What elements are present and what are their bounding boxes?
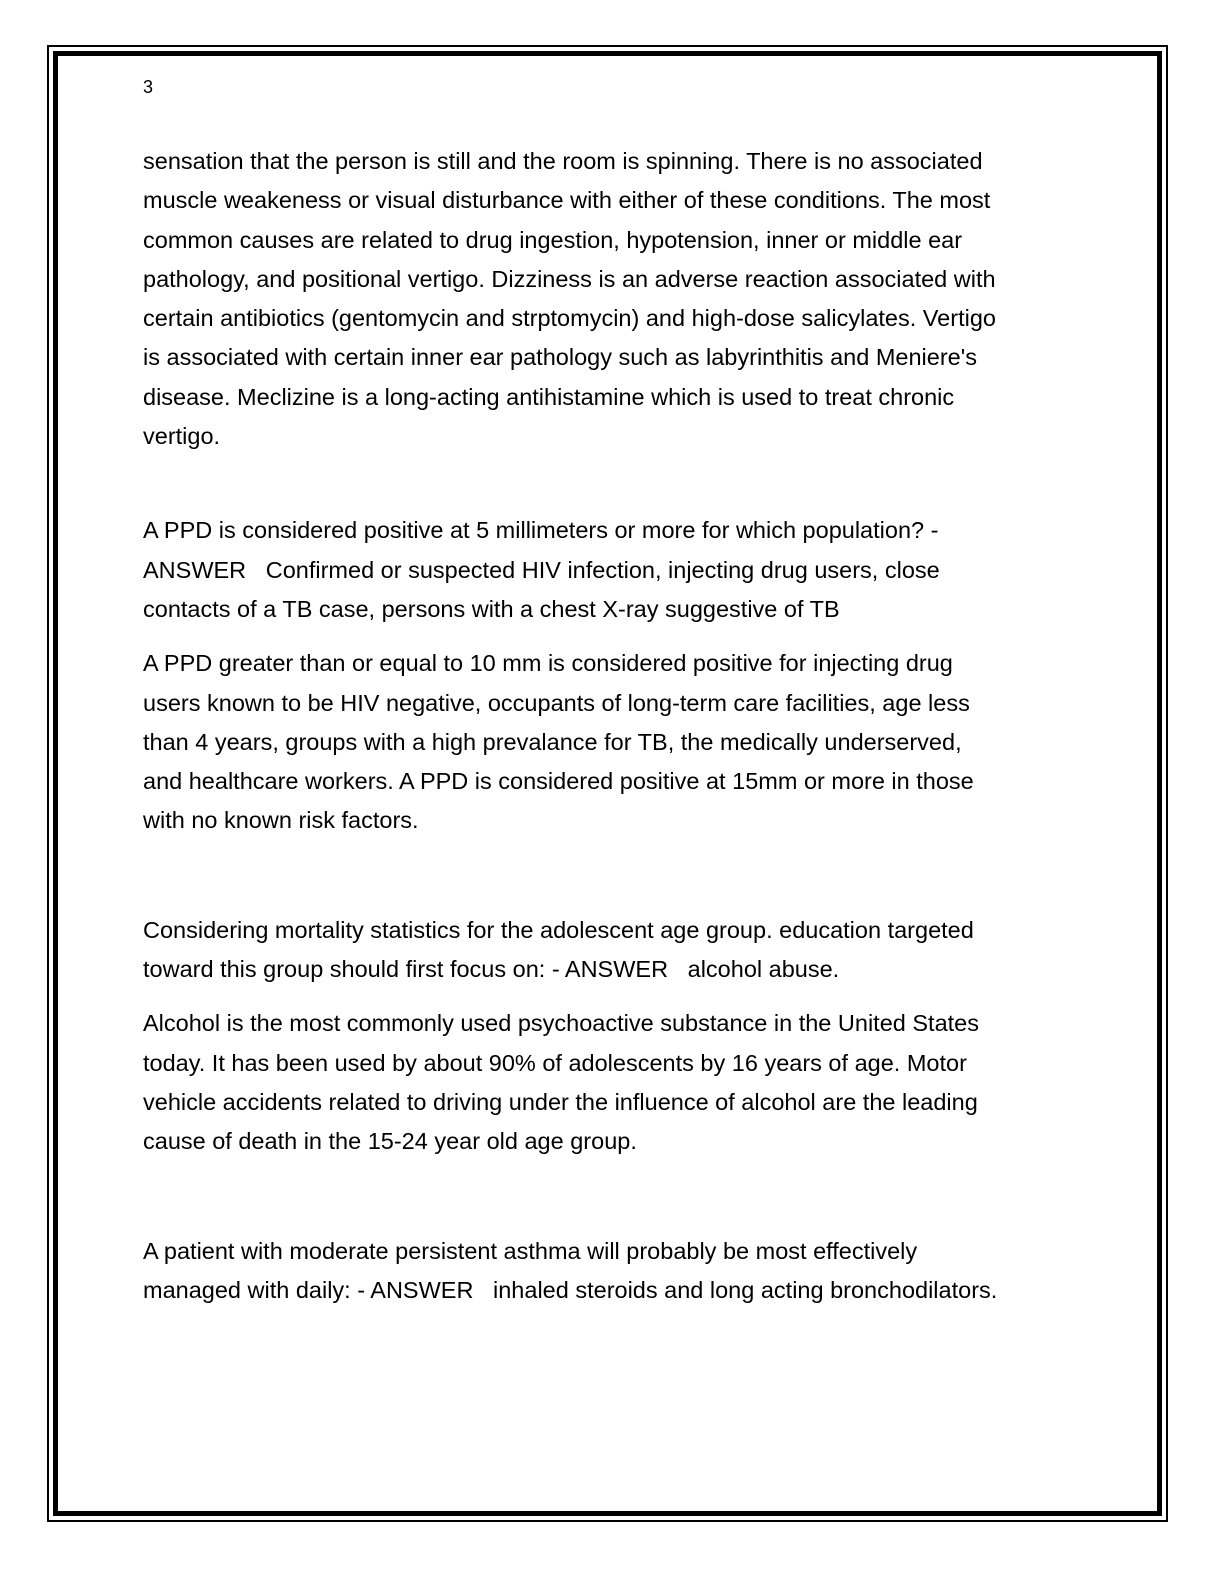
text-line: A patient with moderate persistent asthma will probably be most effectively — [143, 1237, 918, 1264]
paragraph-vertigo-explanation — [143, 142, 1103, 456]
text-line: vertigo. — [143, 423, 221, 450]
text-line: sensation that the person is still and the room is spinning. There is no associated — [143, 148, 983, 174]
text-line: contacts of a TB case, persons with a chest X-ray suggestive of TB — [143, 595, 840, 622]
document-body — [143, 142, 1103, 1310]
paragraph-ppd-explanation — [143, 644, 1103, 840]
question-asthma-management — [143, 1232, 1103, 1311]
text-line: Alcohol is the most commonly used psychoactive substance in the United States — [143, 1010, 979, 1037]
text-line: managed with daily: - ANSWER inhaled steroids and long acting bronchodilators. — [143, 1276, 998, 1303]
text-line: today. It has been used by about 90% of adolescents by 16 years of age. Motor — [143, 1049, 967, 1076]
text-line: common causes are related to drug ingestion, hypotension, inner or middle ear — [143, 226, 963, 253]
text-line: muscle weakeness or visual disturbance with either of these conditions. The most — [143, 187, 991, 214]
text-line: A PPD greater than or equal to 10 mm is considered positive for injecting drug — [143, 650, 953, 677]
text-line: toward this group should first focus on: - ANSWER alcohol abuse. — [143, 956, 840, 983]
text-line: than 4 years, groups with a high prevalance for TB, the medically underserved, — [143, 728, 962, 755]
question-adolescent-mortality — [143, 911, 1103, 990]
text-line: certain antibiotics (gentomycin and strptomycin) and high-dose salicylates. Vertigo — [143, 305, 996, 332]
text-line: and healthcare workers. A PPD is considered positive at 15mm or more in those — [143, 768, 974, 795]
text-line: pathology, and positional vertigo. Dizziness is an adverse reaction associated with — [143, 265, 996, 292]
text-line: cause of death in the 15-24 year old age group. — [143, 1128, 637, 1155]
question-ppd-5mm — [143, 511, 1103, 629]
text-line: Considering mortality statistics for the adolescent age group. education targeted — [143, 916, 974, 943]
paragraph-alcohol-explanation — [143, 1004, 1103, 1161]
text-line: with no known risk factors. — [143, 807, 419, 834]
text-line: is associated with certain inner ear pathology such as labyrinthitis and Meniere's — [143, 344, 977, 371]
text-line: ANSWER Confirmed or suspected HIV infection, injecting drug users, close — [143, 556, 940, 583]
text-line: vehicle accidents related to driving under the influence of alcohol are the leading — [143, 1088, 978, 1115]
text-line: A PPD is considered positive at 5 millimeters or more for which population? - — [143, 517, 939, 544]
page-number: 3 — [143, 77, 154, 97]
text-line: disease. Meclizine is a long-acting antihistamine which is used to treat chronic — [143, 383, 955, 410]
text-line: users known to be HIV negative, occupants of long-term care facilities, age less — [143, 689, 970, 716]
